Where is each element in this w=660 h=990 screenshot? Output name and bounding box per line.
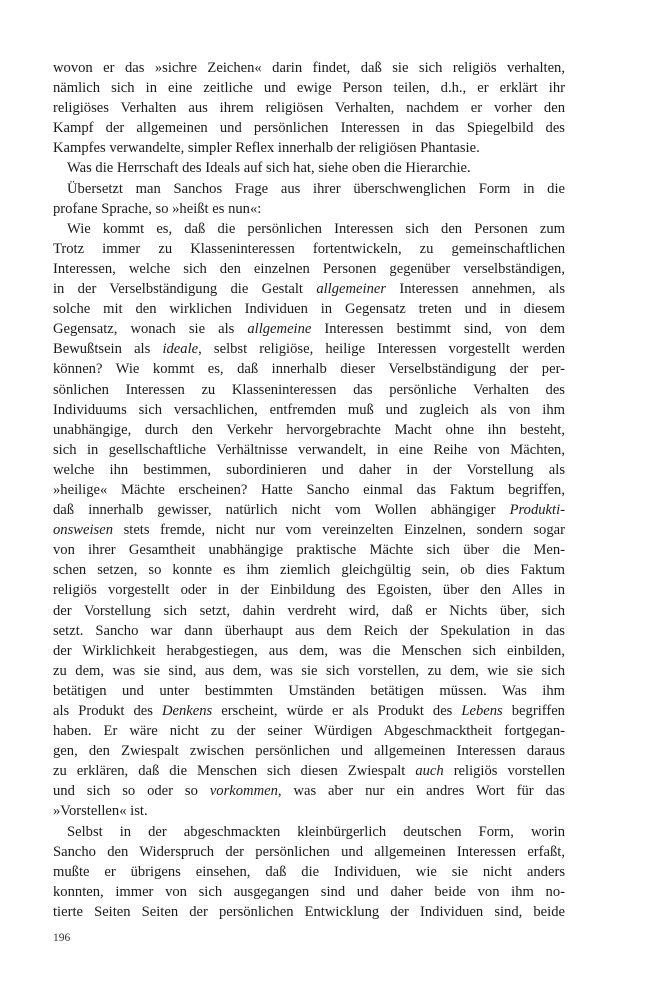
paragraph [53,58,565,158]
text-run: wovon er das »sichre Zeichen« darin findet, daß sie sich religiös verhalten, [53,60,565,76]
text-line [53,801,565,821]
text-line [53,380,565,400]
emphasis-run: auch [415,763,444,780]
text-line [53,540,565,560]
text-run: tierte Seiten Seiten der persönlichen Entwicklung der Individuen sind, beide [53,903,565,920]
text-line [53,98,565,118]
text-run: Sancho den Widerspruch der persönlichen und allgemeinen Interessen erfaßt, [53,843,565,860]
text-run: gen, den Zwiespalt zwischen persönlichen und allgemeinen Interessen daraus [53,743,565,760]
text-run: erscheint, würde er als Produkt des [212,703,462,719]
paragraph [53,158,565,178]
text-line [53,279,565,299]
text-run: der Wirklichkeit herabgestiegen, aus dem, was die Menschen sich einbilden, [53,642,565,659]
text-run: profane Sprache, so »heißt es nun«: [53,200,262,217]
text-run: mußte er übrigens einsehen, daß die Individuen, wie sie nicht anders [53,863,565,880]
text-run: »Vorstellen« ist. [53,803,148,820]
text-run: religiöses Verhalten aus ihrem religiösen Verhalten, nachdem er vorher den [53,100,565,117]
text-line [53,781,565,801]
text-line [53,822,565,842]
text-run: Interessen annehmen, als [386,281,566,298]
text-line [53,440,565,460]
text-run: zu erklären, daß die Menschen sich diesen Zwiespalt [53,763,416,780]
text-run: nämlich sich in eine zeitliche und ewige Person teilen, d.h., er erklärt ihr [53,80,565,97]
text-line [53,580,565,600]
text-run: religiös vorgestellt oder in der Einbildung des Egoisten, über den Alles in [53,582,565,599]
text-run: sich in gesellschaftliche Verhältnisse verwandelt, in eine Reihe von Mächten, [53,441,565,458]
emphasis-run: Lebens [461,703,503,719]
text-run: Übersetzt man Sanchos Frage aus ihrer überschwenglichen Form in die [67,180,565,197]
emphasis-run: vorkommen [209,783,278,800]
text-line [53,862,565,882]
emphasis-run: onsweisen [53,522,113,539]
paragraph [53,219,565,822]
text-run: begriffen [502,703,565,719]
text-line [53,761,565,781]
text-line [53,842,565,862]
text-line [53,138,565,158]
text-line [53,721,565,741]
text-line [53,78,565,98]
text-line [53,58,565,78]
text-run: , selbst religiöse, heilige Interessen vorgestellt werden [198,341,565,358]
text-run: Individuums sich versachlichen, entfremden muß und zugleich als von ihm [53,401,565,418]
text-run: Interessen bestimmt sind, von dem [311,321,566,338]
text-line [53,560,565,580]
emphasis-run: Denkens [161,703,213,719]
text-run: Kampf der allgemeinen und persönlichen Interessen in das Spiegelbild des [53,120,565,137]
text-line [53,480,565,500]
text-run: religiös vorstellen [443,763,565,780]
text-run: können? Wie kommt es, daß innerhalb dieser Verselbständigung der per- [53,361,565,378]
text-run: schen setzen, so konnte es ihm ziemlich gleichgültig sein, ob dies Faktum [53,562,565,579]
text-line [53,420,565,440]
text-run: sönlichen Interessen zu Klasseninteressen das persönliche Verhalten des [53,381,565,398]
text-run: betätigen und unter bestimmten Umständen betätigen müssen. Was ihm [53,682,565,699]
text-line [53,701,565,721]
text-line [53,219,565,239]
emphasis-run: allgemeiner [316,281,387,298]
text-run: Selbst in der abgeschmackten kleinbürgerlich deutschen Form, worin [67,823,565,840]
text-line [53,239,565,259]
text-line [53,319,565,339]
text-run: Interessen, welche sich den einzelnen Personen gegenüber verselbständigen, [53,260,565,277]
text-line [53,199,565,219]
text-line [53,621,565,641]
text-line [53,520,565,540]
text-run: daß innerhalb gewisser, natürlich nicht vom Wollen abhängiger [53,502,510,519]
text-line [53,158,565,178]
emphasis-run: Produkti- [509,502,565,519]
text-run: zu dem, was sie sind, aus dem, was sie sich vorstellen, zu dem, wie sie sich [53,662,565,679]
text-line [53,882,565,902]
text-run: Gegensatz, wonach sie als [53,321,248,338]
text-line [53,179,565,199]
text-run: , was aber nur ein andres Wort für das [277,783,565,800]
text-line [53,339,565,359]
text-line [53,641,565,661]
emphasis-run: allgemeine [247,321,312,338]
text-line [53,400,565,420]
text-line [53,460,565,480]
text-run: Trotz immer zu Klasseninteressen fortentwickeln, zu gemeinschaftlichen [53,240,565,257]
text-line [53,500,565,520]
text-run: haben. Er wäre nicht zu der seiner Würdigen Abgeschmacktheit fortgegan- [53,723,565,740]
text-line [53,681,565,701]
text-run: Was die Herrschaft des Ideals auf sich hat, siehe oben die Hierarchie. [67,160,471,177]
text-run: Kampfes verwandelte, simpler Reflex innerhalb der religiösen Phantasie. [53,140,480,157]
text-line [53,902,565,922]
text-line [53,601,565,621]
page-number: 196 [53,932,71,944]
text-run: »heilige« Mächte erscheinen? Hatte Sancho einmal das Faktum begriffen, [53,481,565,498]
text-line [53,259,565,279]
emphasis-run: ideale [162,341,199,358]
text-run: in der Verselbständigung die Gestalt [53,281,317,298]
text-run: von ihrer Gesamtheit unabhängige praktische Mächte sich über die Men- [53,542,565,559]
text-run: stets fremde, nicht nur vom vereinzelten Einzelnen, sondern sogar [113,522,565,539]
text-run: Bewußtsein als [53,341,163,358]
text-run: und sich so oder so [53,783,210,800]
paragraph [53,179,565,219]
text-line [53,359,565,379]
text-run: der Vorstellung sich setzt, dahin verdreht wird, daß er Nichts über, sich [53,602,565,619]
text-run: Wie kommt es, daß die persönlichen Interessen sich den Personen zum [67,220,565,237]
text-run: als Produkt des [53,703,162,719]
text-run: unabhängige, durch den Verkehr hervorgebrachte Macht ohne ihn besteht, [53,421,565,438]
text-run: solche mit den wirklichen Individuen in Gegensatz treten und in diesem [53,301,565,318]
text-line [53,741,565,761]
text-run: setzt. Sancho war dann überhaupt aus dem Reich der Spekulation in das [53,622,565,639]
paragraph [53,822,565,922]
text-run: welche ihn bestimmen, subordinieren und daher in der Vorstellung als [53,461,565,478]
text-run: konnten, immer von sich ausgegangen sind und daher beide von ihm no- [53,883,565,900]
text-line [53,299,565,319]
text-line [53,118,565,138]
text-line [53,661,565,681]
page-body [53,58,565,922]
